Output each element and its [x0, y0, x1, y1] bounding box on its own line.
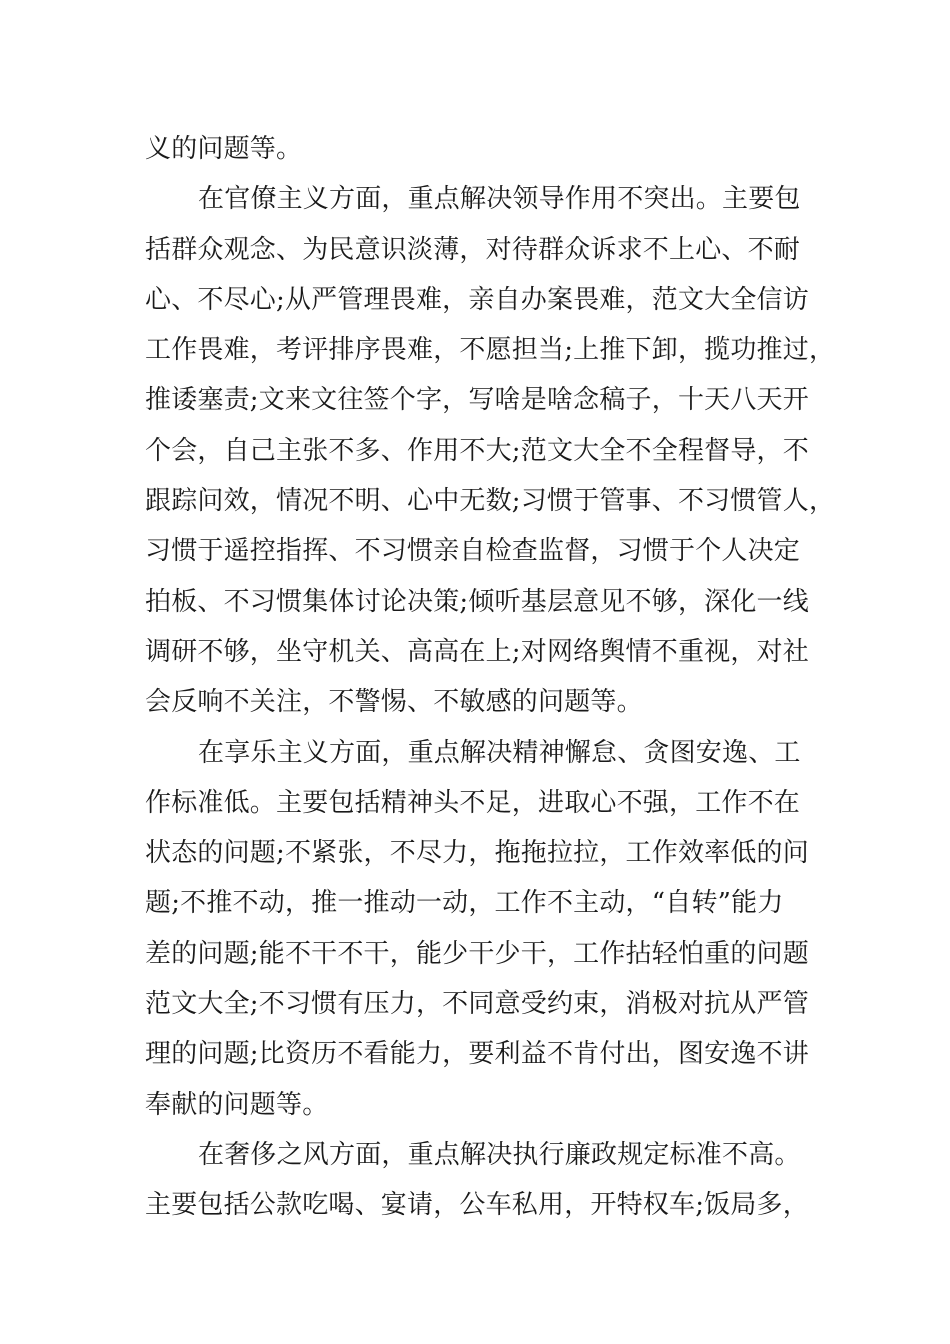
text-line: 义的问题等。 — [145, 134, 303, 164]
text-line: 题;不推不动，推一推动一动，工作不主动，“自转”能力 — [145, 888, 784, 919]
text-line: 习惯于遥控指挥、不习惯亲自检查监督，习惯于个人决定 — [145, 536, 801, 567]
text-line: 工作畏难，考评排序畏难，不愿担当;上推下卸，揽功推过， — [145, 335, 836, 366]
text-line: 跟踪问效，情况不明、心中无数;习惯于管事、不习惯管人， — [145, 486, 836, 517]
body-text — [145, 124, 836, 1231]
text-line: 会反响不关注，不警惕、不敏感的问题等。 — [145, 687, 643, 718]
text-line: 状态的问题;不紧张，不尽力，拖拖拉拉，工作效率低的问 — [145, 838, 809, 869]
text-line: 主要包括公款吃喝、宴请，公车私用，开特权车;饭局多， — [145, 1190, 809, 1221]
text-line: 括群众观念、为民意识淡薄，对待群众诉求不上心、不耐 — [145, 234, 801, 265]
text-line: 范文大全;不习惯有压力，不同意受约束，消极对抗从严管 — [145, 989, 809, 1020]
text-line: 奉献的问题等。 — [145, 1089, 329, 1120]
text-line: 拍板、不习惯集体讨论决策;倾听基层意见不够，深化一线 — [145, 586, 809, 617]
text-line: 个会，自己主张不多、作用不大;范文大全不全程督导，不 — [145, 435, 809, 466]
text-line: 调研不够，坐守机关、高高在上;对网络舆情不重视，对社 — [145, 636, 809, 667]
text-line: 推诿塞责;文来文往签个字，写啥是啥念稿子，十天八天开 — [145, 385, 809, 416]
paragraph-first-line: 在享乐主义方面，重点解决精神懈怠、贪图安逸、工 — [198, 737, 801, 768]
paragraph-first-line: 在官僚主义方面，重点解决领导作用不突出。主要包 — [198, 184, 801, 215]
paragraph-first-line: 在奢侈之风方面，重点解决执行廉政规定标准不高。 — [198, 1139, 801, 1170]
text-line: 理的问题;比资历不看能力，要利益不肯付出，图安逸不讲 — [145, 1039, 809, 1070]
text-line: 差的问题;能不干不干，能少干少干，工作拈轻怕重的问题 — [145, 938, 809, 969]
text-line: 作标准低。主要包括精神头不足，进取心不强，工作不在 — [145, 787, 801, 818]
text-line: 心、不尽心;从严管理畏难，亲自办案畏难，范文大全信访 — [145, 284, 809, 315]
